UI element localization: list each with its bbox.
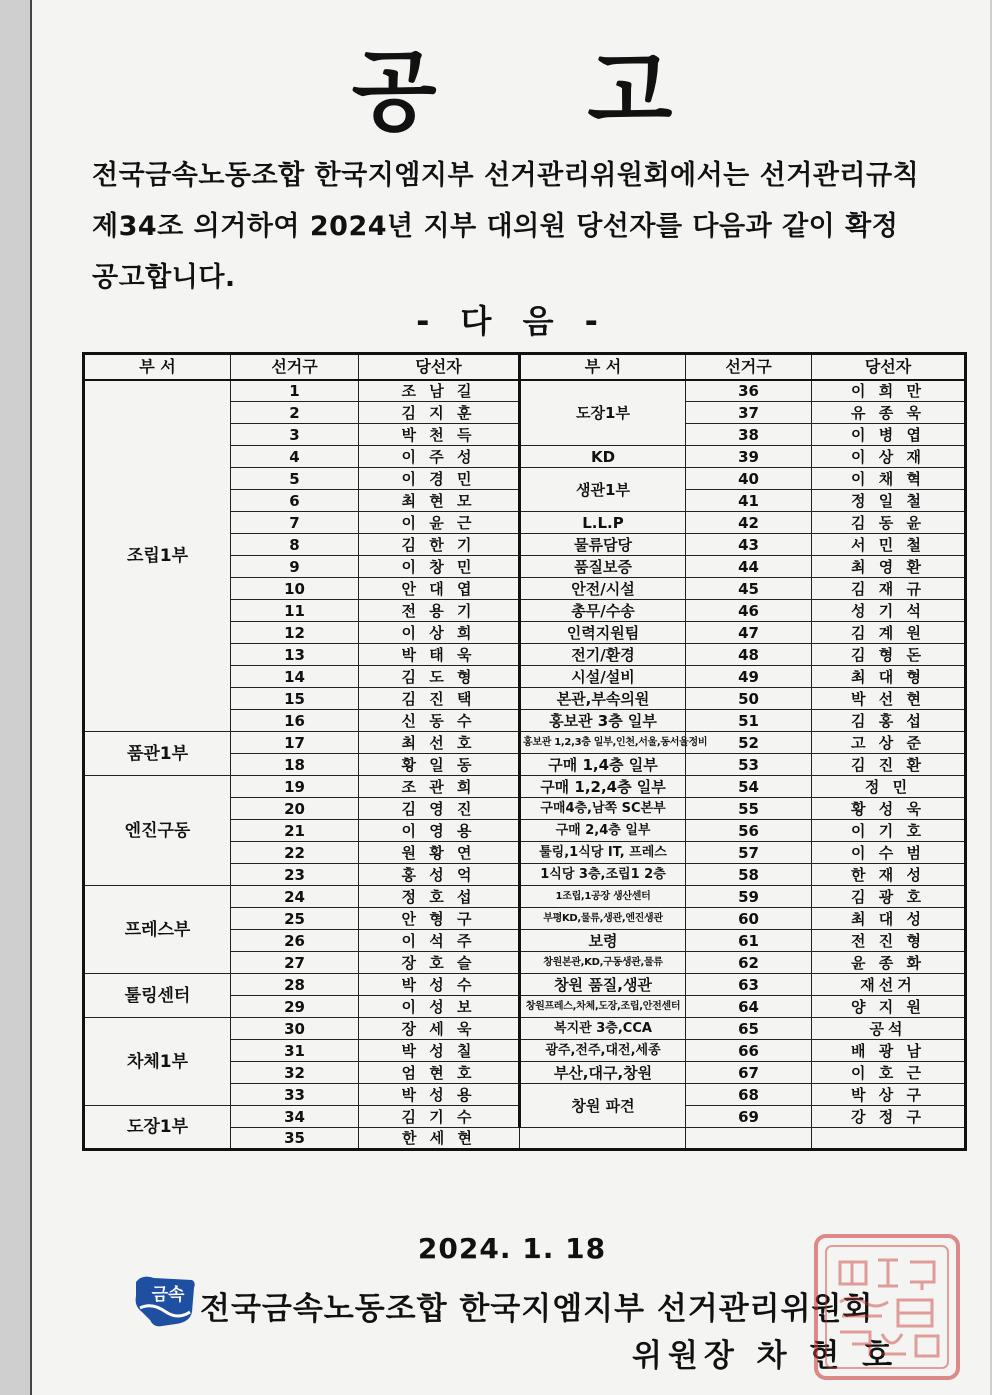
right-district-cell: 47 [686, 622, 812, 644]
left-winner-cell: 조 남 길 [359, 380, 520, 402]
right-winner-cell: 김 광 호 [812, 886, 966, 908]
right-winner-cell: 한 재 성 [812, 864, 966, 886]
table-body [84, 380, 966, 1150]
left-winner-cell: 장 세 욱 [359, 1018, 520, 1040]
right-dept-cell: 홍보관 3층 일부 [520, 710, 686, 732]
header-dept: 부 서 [84, 354, 231, 380]
right-winner-cell: 전 진 형 [812, 930, 966, 952]
left-dept-cell: 프레스부 [84, 886, 231, 974]
right-winner-cell: 황 성 욱 [812, 798, 966, 820]
right-district-cell: 68 [686, 1084, 812, 1106]
left-district-cell: 1 [231, 380, 359, 402]
right-district-cell: 60 [686, 908, 812, 930]
left-district-cell: 20 [231, 798, 359, 820]
right-winner-cell: 김 재 규 [812, 578, 966, 600]
right-dept-cell: 안전/시설 [520, 578, 686, 600]
left-district-cell: 7 [231, 512, 359, 534]
header-district: 선거구 [231, 354, 359, 380]
left-winner-cell: 김 한 기 [359, 534, 520, 556]
right-district-cell: 43 [686, 534, 812, 556]
left-district-cell: 25 [231, 908, 359, 930]
right-winner-cell: 이 수 범 [812, 842, 966, 864]
left-winner-cell: 원 황 연 [359, 842, 520, 864]
left-winner-cell: 한 세 현 [359, 1128, 520, 1150]
page-title: 공 고 [351, 40, 733, 143]
right-dept-cell: 시설/설비 [520, 666, 686, 688]
intro-line: 공고합니다. [92, 262, 236, 293]
right-district-cell: 49 [686, 666, 812, 688]
left-district-cell: 17 [231, 732, 359, 754]
right-dept-cell: KD [520, 446, 686, 468]
left-dept-cell: 차체1부 [84, 1018, 231, 1106]
right-district-cell: 42 [686, 512, 812, 534]
union-logo-icon [132, 1272, 198, 1328]
right-winner-cell: 서 민 철 [812, 534, 966, 556]
left-district-cell: 14 [231, 666, 359, 688]
left-winner-cell: 장 호 슬 [359, 952, 520, 974]
left-district-cell: 15 [231, 688, 359, 710]
right-dept-cell: 도장1부 [520, 380, 686, 446]
left-winner-cell: 김 진 택 [359, 688, 520, 710]
left-winner-cell: 정 호 섭 [359, 886, 520, 908]
left-district-cell: 2 [231, 402, 359, 424]
footer-chair: 위원장 차 현 호 [632, 1338, 899, 1374]
right-district-cell: 39 [686, 446, 812, 468]
left-dept-cell: 품관1부 [84, 732, 231, 776]
right-winner-cell: 박 상 구 [812, 1084, 966, 1106]
right-dept-cell: 부평KD,물류,생관,엔진생관 [520, 908, 686, 930]
right-district-cell: 57 [686, 842, 812, 864]
left-district-cell: 11 [231, 600, 359, 622]
right-dept-cell: 전기/환경 [520, 644, 686, 666]
right-district-cell: 48 [686, 644, 812, 666]
right-dept-cell: 광주,전주,대전,세종 [520, 1040, 686, 1062]
notice-date: 2024. 1. 18 [417, 1232, 607, 1265]
table-header-row [84, 354, 966, 380]
header-dept-2: 부 서 [520, 354, 686, 380]
right-district-cell: 64 [686, 996, 812, 1018]
right-dept-cell: 창원프레스,차체,도장,조립,안전센터 [520, 996, 686, 1018]
left-winner-cell: 이 영 용 [359, 820, 520, 842]
left-district-cell: 4 [231, 446, 359, 468]
right-dept-cell: L.L.P [520, 512, 686, 534]
right-winner-cell: 공석 [812, 1018, 966, 1040]
footer-organization: 전국금속노동조합 한국지엠지부 선거관리위원회 [200, 1291, 874, 1327]
right-district-cell: 41 [686, 490, 812, 512]
left-district-cell: 19 [231, 776, 359, 798]
right-district-cell: 59 [686, 886, 812, 908]
left-district-cell: 32 [231, 1062, 359, 1084]
left-winner-cell: 김 영 진 [359, 798, 520, 820]
subheading: - 다 음 - [416, 302, 608, 340]
right-winner-cell: 양 지 원 [812, 996, 966, 1018]
right-winner-cell: 김 홍 섭 [812, 710, 966, 732]
left-dept-cell: 조립1부 [84, 380, 231, 732]
right-winner-cell: 박 선 현 [812, 688, 966, 710]
left-winner-cell: 최 현 모 [359, 490, 520, 512]
right-dept-cell: 구매 1,4층 일부 [520, 754, 686, 776]
right-district-cell: 36 [686, 380, 812, 402]
right-winner-cell: 정 일 철 [812, 490, 966, 512]
right-district-cell: 69 [686, 1106, 812, 1128]
left-district-cell: 35 [231, 1128, 359, 1150]
left-district-cell: 18 [231, 754, 359, 776]
left-winner-cell: 이 창 민 [359, 556, 520, 578]
intro-paragraph [92, 150, 972, 303]
left-winner-cell: 엄 현 호 [359, 1062, 520, 1084]
right-dept-cell: 품질보증 [520, 556, 686, 578]
right-district-cell: 40 [686, 468, 812, 490]
left-winner-cell: 이 상 희 [359, 622, 520, 644]
right-dept-cell: 창원본관,KD,구동생관,물류 [520, 952, 686, 974]
right-dept-cell: 1조립,1공장 생산센터 [520, 886, 686, 908]
right-district-cell: 38 [686, 424, 812, 446]
right-winner-cell: 이 호 근 [812, 1062, 966, 1084]
left-district-cell: 24 [231, 886, 359, 908]
left-district-cell: 10 [231, 578, 359, 600]
left-district-cell: 31 [231, 1040, 359, 1062]
left-district-cell: 16 [231, 710, 359, 732]
left-winner-cell: 전 용 기 [359, 600, 520, 622]
right-district-cell: 55 [686, 798, 812, 820]
left-winner-cell: 박 성 칠 [359, 1040, 520, 1062]
right-winner-cell: 고 상 준 [812, 732, 966, 754]
right-dept-cell: 보령 [520, 930, 686, 952]
left-district-cell: 34 [231, 1106, 359, 1128]
right-winner-cell: 최 영 환 [812, 556, 966, 578]
left-district-cell: 33 [231, 1084, 359, 1106]
table-row [84, 1018, 966, 1040]
header-district-2: 선거구 [686, 354, 812, 380]
left-district-cell: 28 [231, 974, 359, 996]
table-row [84, 776, 966, 798]
table-row [84, 732, 966, 754]
right-district-cell: 53 [686, 754, 812, 776]
logo-text: 금속 [151, 1285, 185, 1305]
right-district-cell: 50 [686, 688, 812, 710]
right-dept-cell: 1식당 3층,조립1 2층 [520, 864, 686, 886]
left-dept-cell: 엔진구동 [84, 776, 231, 886]
right-district-cell: 66 [686, 1040, 812, 1062]
left-district-cell: 8 [231, 534, 359, 556]
left-district-cell: 26 [231, 930, 359, 952]
right-dept-cell: 창원 파견 [520, 1084, 686, 1128]
right-district-cell: 62 [686, 952, 812, 974]
left-winner-cell: 박 천 득 [359, 424, 520, 446]
right-district-cell: 45 [686, 578, 812, 600]
right-winner-cell: 이 희 만 [812, 380, 966, 402]
right-dept-cell: 부산,대구,창원 [520, 1062, 686, 1084]
right-district-cell: 44 [686, 556, 812, 578]
right-district-cell: 52 [686, 732, 812, 754]
left-winner-cell: 최 선 호 [359, 732, 520, 754]
right-district-cell: 65 [686, 1018, 812, 1040]
left-district-cell: 3 [231, 424, 359, 446]
right-dept-cell: 구매4층,남쪽 SC본부 [520, 798, 686, 820]
right-district-cell: 51 [686, 710, 812, 732]
left-winner-cell: 이 성 보 [359, 996, 520, 1018]
left-district-cell: 5 [231, 468, 359, 490]
red-seal-stamp [812, 1232, 962, 1382]
right-dept-cell: 툴링,1식당 IT, 프레스 [520, 842, 686, 864]
right-dept-cell: 인력지원팀 [520, 622, 686, 644]
notice-paper [30, 0, 990, 1395]
right-dept-cell: 구매 2,4층 일부 [520, 820, 686, 842]
left-district-cell: 23 [231, 864, 359, 886]
left-winner-cell: 박 태 욱 [359, 644, 520, 666]
left-district-cell: 29 [231, 996, 359, 1018]
left-winner-cell: 이 주 성 [359, 446, 520, 468]
left-district-cell: 22 [231, 842, 359, 864]
right-district-cell: 67 [686, 1062, 812, 1084]
left-district-cell: 9 [231, 556, 359, 578]
right-winner-cell: 이 상 재 [812, 446, 966, 468]
intro-line: 전국금속노동조합 한국지엠지부 선거관리위원회에서는 선거관리규칙 [92, 160, 920, 191]
left-district-cell: 27 [231, 952, 359, 974]
right-district-cell: 63 [686, 974, 812, 996]
left-winner-cell: 김 도 형 [359, 666, 520, 688]
right-winner-cell: 이 기 호 [812, 820, 966, 842]
right-district-cell: 54 [686, 776, 812, 798]
left-dept-cell: 도장1부 [84, 1106, 231, 1150]
left-winner-cell: 안 형 구 [359, 908, 520, 930]
right-winner-cell: 김 진 환 [812, 754, 966, 776]
left-district-cell: 21 [231, 820, 359, 842]
left-winner-cell: 홍 성 억 [359, 864, 520, 886]
right-winner-cell: 이 채 혁 [812, 468, 966, 490]
right-winner-cell: 유 종 욱 [812, 402, 966, 424]
right-winner-cell: 강 정 구 [812, 1106, 966, 1128]
right-dept-cell: 홍보관 1,2,3층 일부,인천,서울,동서울정비 [520, 732, 686, 754]
left-winner-cell: 김 기 수 [359, 1106, 520, 1128]
table-row [84, 380, 966, 402]
left-winner-cell: 조 관 희 [359, 776, 520, 798]
right-district-cell: 61 [686, 930, 812, 952]
left-district-cell: 12 [231, 622, 359, 644]
winners-table [82, 352, 967, 1151]
right-winner-cell [686, 1128, 812, 1150]
left-winner-cell: 박 성 수 [359, 974, 520, 996]
intro-line: 제34조 의거하여 2024년 지부 대의원 당선자를 다음과 같이 확정 [92, 211, 899, 242]
left-dept-cell: 툴링센터 [84, 974, 231, 1018]
right-dept-cell: 총무/수송 [520, 600, 686, 622]
table-row [84, 886, 966, 908]
header-winner-2: 당선자 [812, 354, 966, 380]
right-dept-cell: 본관,부속의원 [520, 688, 686, 710]
left-winner-cell: 이 경 민 [359, 468, 520, 490]
right-winner-cell: 최 대 성 [812, 908, 966, 930]
right-winner-cell: 성 기 석 [812, 600, 966, 622]
right-winner-cell: 최 대 형 [812, 666, 966, 688]
right-winner-cell: 재선거 [812, 974, 966, 996]
left-district-cell: 13 [231, 644, 359, 666]
right-dept-cell: 물류담당 [520, 534, 686, 556]
right-winner-cell: 김 계 원 [812, 622, 966, 644]
right-dept-cell: 창원 품질,생관 [520, 974, 686, 996]
left-winner-cell: 안 대 엽 [359, 578, 520, 600]
left-district-cell: 30 [231, 1018, 359, 1040]
right-dept-cell: 생관1부 [520, 468, 686, 512]
left-winner-cell: 박 성 용 [359, 1084, 520, 1106]
right-district-cell [520, 1128, 686, 1150]
right-dept-cell: 구매 1,2,4층 일부 [520, 776, 686, 798]
right-dept-cell: 복지관 3층,CCA [520, 1018, 686, 1040]
right-district-cell: 56 [686, 820, 812, 842]
left-district-cell: 6 [231, 490, 359, 512]
header-winner: 당선자 [359, 354, 520, 380]
right-winner-cell: 배 광 남 [812, 1040, 966, 1062]
right-district-cell: 37 [686, 402, 812, 424]
table-row [84, 974, 966, 996]
left-winner-cell: 이 윤 근 [359, 512, 520, 534]
left-winner-cell: 김 지 훈 [359, 402, 520, 424]
left-winner-cell: 황 일 동 [359, 754, 520, 776]
left-winner-cell: 이 석 주 [359, 930, 520, 952]
right-winner-cell: 정 민 [812, 776, 966, 798]
left-winner-cell: 신 동 수 [359, 710, 520, 732]
right-district-cell: 58 [686, 864, 812, 886]
right-winner-cell: 김 동 윤 [812, 512, 966, 534]
right-district-cell: 46 [686, 600, 812, 622]
right-winner-cell: 이 병 엽 [812, 424, 966, 446]
right-winner-cell: 윤 종 화 [812, 952, 966, 974]
right-winner-cell: 김 형 돈 [812, 644, 966, 666]
